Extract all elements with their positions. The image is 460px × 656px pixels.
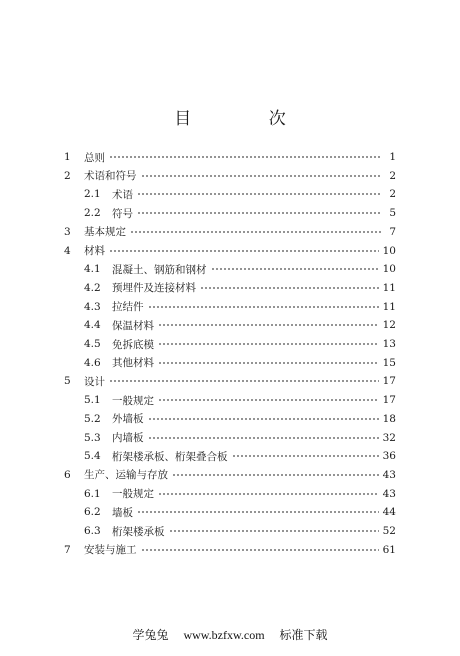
toc-entry[interactable] <box>64 242 396 260</box>
toc-leader-dots <box>148 436 379 440</box>
toc-leader-dots <box>158 342 379 346</box>
toc-leader-dots <box>130 230 382 234</box>
toc-entry-number: 4.6 <box>84 356 101 369</box>
toc-entry[interactable] <box>84 204 396 222</box>
toc-entry-number: 4.5 <box>84 338 101 350</box>
toc-entry-page: 18 <box>382 412 396 425</box>
toc-entry-number: 2.1 <box>84 188 101 201</box>
toc-entry-label: 总则 <box>84 151 105 164</box>
toc-entry[interactable] <box>84 316 396 334</box>
toc-entry[interactable] <box>64 466 396 484</box>
toc-leader-dots <box>158 323 379 327</box>
toc-leader-dots <box>109 379 379 383</box>
toc-entry-page: 15 <box>382 356 396 369</box>
toc-entry[interactable] <box>84 279 396 297</box>
toc-leader-dots <box>137 510 379 514</box>
toc-entry-number: 6.2 <box>84 506 101 519</box>
toc-entry-number: 1 <box>64 151 71 163</box>
toc-entry-page: 13 <box>382 338 396 350</box>
toc-entry-label: 混凝土、钢筋和钢材 <box>112 263 207 276</box>
toc-leader-dots <box>158 492 379 496</box>
toc-leader-dots <box>137 192 382 196</box>
toc-leader-dots <box>148 305 379 309</box>
toc-entry-label: 桁架楼承板、桁架叠合板 <box>112 450 228 463</box>
toc-leader-dots <box>200 286 379 290</box>
toc-entry-page: 2 <box>389 169 396 182</box>
toc-entry-page: 17 <box>382 375 396 388</box>
toc-entry-page: 36 <box>382 450 396 463</box>
toc-entry[interactable] <box>84 447 396 465</box>
toc-entry[interactable] <box>84 335 396 353</box>
toc-leader-dots <box>169 529 379 533</box>
toc-entry-label: 预埋件及连接材料 <box>112 282 196 295</box>
toc-entry-number: 6.3 <box>84 525 101 537</box>
toc-entry-page: 61 <box>382 543 396 556</box>
toc-entry-page: 5 <box>389 207 396 220</box>
toc-entry-label: 设计 <box>84 375 105 388</box>
toc-entry-number: 4.2 <box>84 281 101 294</box>
toc-entry-page: 10 <box>382 244 396 257</box>
toc-entry-label: 免拆底模 <box>112 338 154 351</box>
toc-entry[interactable] <box>84 260 396 278</box>
toc-entry-page: 7 <box>389 225 396 238</box>
toc-entry[interactable] <box>84 185 396 203</box>
toc-entry-number: 7 <box>64 543 71 556</box>
toc-entry-label: 保温材料 <box>112 319 154 332</box>
toc-leader-dots <box>141 548 379 552</box>
toc-entry-number: 6.1 <box>84 487 101 500</box>
toc-entry-number: 6 <box>64 468 71 481</box>
toc-entry-label: 拉结件 <box>112 301 144 314</box>
toc-entry[interactable] <box>64 223 396 241</box>
toc-entry[interactable] <box>64 148 396 166</box>
toc-entry-label: 术语和符号 <box>84 170 137 183</box>
toc-entry-number: 5.2 <box>84 412 101 425</box>
toc-entry-label: 其他材料 <box>112 357 154 370</box>
toc-entry-number: 5.3 <box>84 431 101 444</box>
toc-entry-page: 52 <box>382 525 396 537</box>
toc-entry-label: 基本规定 <box>84 226 126 239</box>
toc-entry[interactable] <box>84 298 396 316</box>
toc-entry[interactable] <box>84 485 396 503</box>
toc-entry[interactable] <box>84 503 396 521</box>
footer-watermark <box>0 626 460 643</box>
toc-entry[interactable] <box>84 429 396 447</box>
toc-entry-number: 4.1 <box>84 263 101 276</box>
toc-entry-label: 外墙板 <box>112 413 144 426</box>
toc-entry-number: 5 <box>64 375 71 388</box>
toc-entry-label: 内墙板 <box>112 432 144 444</box>
toc-leader-dots <box>148 417 379 421</box>
footer-site-name: 学兔兔 <box>132 628 169 642</box>
toc-entry-page: 11 <box>382 281 396 294</box>
toc-entry-label: 安装与施工 <box>84 544 137 557</box>
toc-entry-number: 5.1 <box>84 394 101 407</box>
footer-tagline: 标准下载 <box>279 628 328 642</box>
toc-entry-page: 2 <box>389 188 396 201</box>
toc-entry-page: 12 <box>382 319 396 332</box>
toc-leader-dots <box>158 398 379 402</box>
toc-entry-number: 4 <box>64 244 71 257</box>
toc-entry-page: 10 <box>382 263 396 276</box>
toc-leader-dots <box>137 211 382 215</box>
toc-entry-page: 43 <box>382 468 396 481</box>
page-title: 目 次 <box>174 109 322 129</box>
toc-leader-dots <box>109 249 379 253</box>
toc-entry-page: 32 <box>382 431 396 444</box>
toc-entry-number: 2 <box>64 169 71 182</box>
toc-entry-number: 2.2 <box>84 207 101 220</box>
toc-entry[interactable] <box>84 522 396 540</box>
toc-entry-page: 17 <box>382 394 396 407</box>
toc-entry-label: 材料 <box>84 245 105 257</box>
footer-url[interactable]: www.bzfxw.com <box>183 628 265 642</box>
toc-leader-dots <box>109 155 382 159</box>
toc-entry-page: 43 <box>382 487 396 500</box>
toc-leader-dots <box>172 473 379 477</box>
toc-entry-number: 4.3 <box>84 300 101 313</box>
toc-entry-page: 1 <box>389 151 396 163</box>
toc-entry-number: 3 <box>64 225 71 238</box>
toc-entry[interactable] <box>64 167 396 185</box>
toc-entry-number: 5.4 <box>84 450 101 463</box>
toc-entry-label: 符号 <box>112 207 133 220</box>
toc-entry[interactable] <box>84 410 396 428</box>
toc-entry-label: 一般规定 <box>112 488 154 501</box>
toc-entry-number: 4.4 <box>84 319 101 332</box>
toc-entry-label: 生产、运输与存放 <box>84 469 168 482</box>
toc-entry[interactable] <box>84 391 396 409</box>
toc-entry[interactable] <box>84 354 396 372</box>
toc-leader-dots <box>141 174 383 178</box>
toc-entry[interactable] <box>64 541 396 559</box>
toc-entry-label: 墙板 <box>112 506 133 519</box>
toc-leader-dots <box>232 454 379 458</box>
toc-leader-dots <box>158 361 379 365</box>
toc-entry-label: 桁架楼承板 <box>112 525 165 538</box>
toc-entry-label: 术语 <box>112 188 133 201</box>
toc-entry-page: 11 <box>382 300 396 313</box>
toc-entry-page: 44 <box>382 506 396 519</box>
toc-leader-dots <box>211 267 379 271</box>
toc-entry[interactable] <box>64 372 396 390</box>
toc-entry-label: 一般规定 <box>112 394 154 407</box>
